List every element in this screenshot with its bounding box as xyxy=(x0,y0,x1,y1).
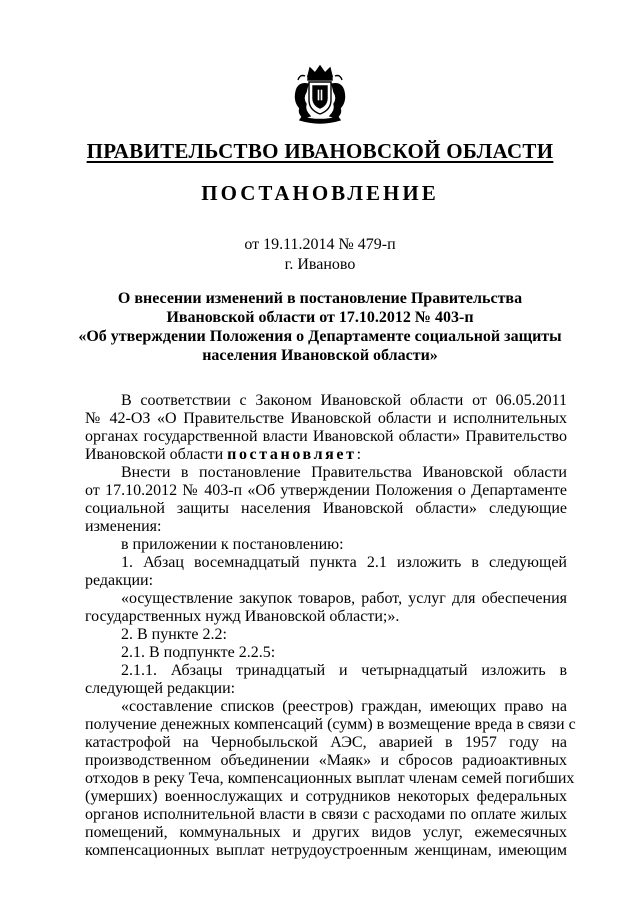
document-date-number: от 19.11.2014 № 479-п xyxy=(244,236,396,253)
body-line: «составление списков (реестров) граждан, имеющих право на xyxy=(121,698,567,715)
body-line: катастрофой на Чернобыльской АЭС, аварией в 1957 году на xyxy=(85,734,567,751)
body-text: Ивановской области xyxy=(85,446,228,463)
body-line: органов исполнительной власти в связи с расходами по оплате жилых xyxy=(85,806,567,823)
body-line: государственных нужд Ивановской области;». xyxy=(85,608,400,625)
body-line: получение денежных компенсаций (сумм) в возмещение вреда в связи с xyxy=(85,716,576,733)
body-line: Внести в постановление Правительства Ивановской области xyxy=(121,464,567,481)
subject-line-1: О внесении изменений в постановление Правительства xyxy=(117,290,523,307)
body-line: «осуществление закупок товаров, работ, услуг для обеспечения xyxy=(121,590,567,607)
body-line: производственном объединении «Маяк» и сбросов радиоактивных xyxy=(85,752,567,769)
body-line: 1. Абзац восемнадцатый пункта 2.1 изложить в следующей xyxy=(121,554,567,571)
body-line: органах государственной власти Ивановской области» Правительство xyxy=(85,428,567,445)
government-title: ПРАВИТЕЛЬСТВО ИВАНОВСКОЙ ОБЛАСТИ xyxy=(86,139,554,163)
body-text: : xyxy=(356,446,362,463)
body-line: 2.1. В подпункте 2.2.5: xyxy=(121,644,276,661)
body-line: в приложении к постановлению: xyxy=(121,536,344,553)
subject-line-4: населения Ивановской области» xyxy=(202,347,438,364)
coat-of-arms-emblem xyxy=(288,62,352,126)
body-line: социальной защиты населения Ивановской области» следующие xyxy=(85,500,567,517)
body-line: 2.1.1. Абзацы тринадцатый и четырнадцатый изложить в xyxy=(121,662,567,679)
body-line: (умерших) военнослужащих и сотрудников некоторых федеральных xyxy=(85,788,567,805)
decree-keyword: постановляет xyxy=(227,446,357,463)
body-line: изменения: xyxy=(85,518,162,535)
document-type: ПОСТАНОВЛЕНИЕ xyxy=(201,181,439,205)
body-line: В соответствии с Законом Ивановской области от 06.05.2011 xyxy=(121,392,567,409)
body-line: следующей редакции: xyxy=(85,680,236,697)
body-line: помещений, коммунальных и других видов услуг, ежемесячных xyxy=(85,824,567,841)
subject-line-2: Ивановской области от 17.10.2012 № 403-п xyxy=(166,309,474,326)
body-line: 2. В пункте 2.2: xyxy=(121,626,227,643)
body-line: компенсационных выплат нетрудоустроенным женщинам, имеющим xyxy=(85,842,567,859)
body-line xyxy=(85,446,567,464)
subject-line-3: «Об утверждении Положения о Департаменте социальной защиты xyxy=(78,328,562,345)
body-line: редакции: xyxy=(85,572,154,589)
body-line: отходов в реку Теча, компенсационных выплат членам семей погибших xyxy=(85,770,575,787)
body-line: № 42-ОЗ «О Правительстве Ивановской области и исполнительных xyxy=(85,410,567,427)
body-line: от 17.10.2012 № 403-п «Об утверждении Положения о Департаменте xyxy=(85,482,567,499)
document-city: г. Иваново xyxy=(284,256,356,273)
